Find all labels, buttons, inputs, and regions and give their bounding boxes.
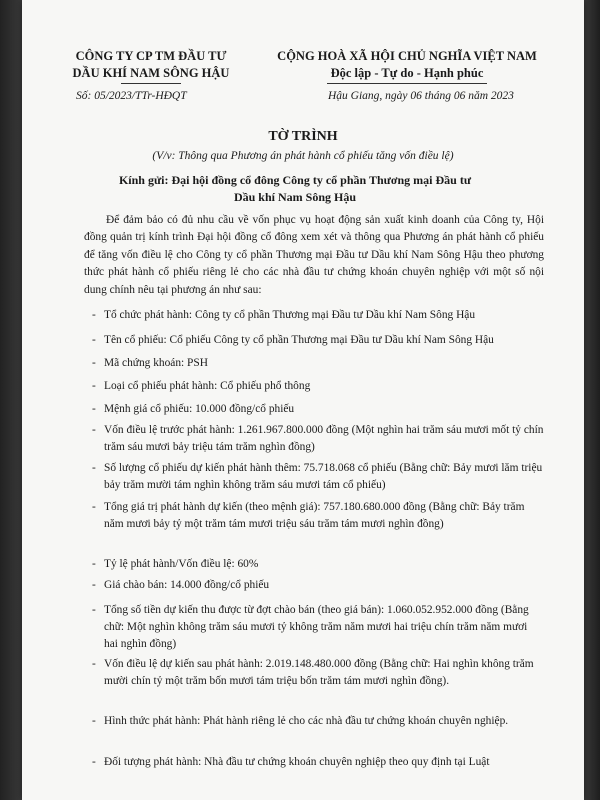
bullet-dash: - <box>92 309 96 321</box>
nation-motto: Độc lập - Tự do - Hạnh phúc <box>330 66 484 80</box>
addressee <box>60 172 530 206</box>
list-item-text: Đối tượng phát hành: Nhà đầu tư chứng khoán chuyên nghiệp theo quy định tại Luật <box>104 756 490 768</box>
list-item <box>92 713 544 730</box>
list-item <box>92 602 544 653</box>
bullet-dash: - <box>92 501 96 513</box>
bullet-dash: - <box>92 658 96 670</box>
addressee-line1: Kính gửi: Đại hội đồng cổ đông Công ty cổ phần Thương mại Đầu tư <box>118 173 472 187</box>
list-item <box>92 754 544 771</box>
list-item-text: Tỷ lệ phát hành/Vốn điều lệ: 60% <box>104 558 259 570</box>
list-item-text: Tổng giá trị phát hành dự kiến (theo mệnh giá): 757.180.680.000 đồng (Bằng chữ: Bảy trăm năm mươi bảy tỷ một trăm tám mươi triệu sáu trăm tám mươi nghìn đồng) <box>104 501 525 530</box>
list-item <box>92 422 544 456</box>
bullet-dash: - <box>92 558 96 570</box>
list-item <box>92 460 544 494</box>
background-edge-left <box>0 0 22 800</box>
list-item <box>92 401 544 418</box>
bullet-dash: - <box>92 604 96 616</box>
list-item-text: Giá chào bán: 14.000 đồng/cổ phiếu <box>104 579 270 591</box>
list-item <box>92 332 544 349</box>
company-name-line1: CÔNG TY CP TM ĐẦU TƯ <box>75 49 227 63</box>
list-item-text: Tên cổ phiếu: Cổ phiếu Công ty cổ phần Thương mại Đầu tư Dầu khí Nam Sông Hậu <box>104 334 494 346</box>
list-item-text: Vốn điều lệ dự kiến sau phát hành: 2.019.148.480.000 đồng (Bằng chữ: Hai nghìn không trăm mười chín tỷ một trăm bốn mươi tám triệu bốn trăm tám mươi nghìn đồng). <box>104 658 534 687</box>
national-header <box>262 48 552 84</box>
motto-underline <box>327 83 487 84</box>
list-item-text: Mệnh giá cổ phiếu: 10.000 đồng/cổ phiếu <box>104 403 295 415</box>
list-item-text: Vốn điều lệ trước phát hành: 1.261.967.800.000 đồng (Một nghìn hai trăm sáu mươi mốt tỷ chín trăm sáu mươi bảy triệu tám trăm nghìn đồng) <box>104 424 544 453</box>
bullet-dash: - <box>92 403 96 415</box>
list-item <box>92 556 544 573</box>
place-date: Hậu Giang, ngày 06 tháng 06 năm 2023 <box>328 90 514 102</box>
list-item-text: Số lượng cổ phiếu dự kiến phát hành thêm: 75.718.068 cổ phiếu (Bằng chữ: Bảy mươi lăm triệu bảy trăm mười tám nghìn không trăm sáu mươi tám cổ phiếu) <box>104 462 543 491</box>
nation-name: CỘNG HOÀ XÃ HỘI CHỦ NGHĨA VIỆT NAM <box>277 49 537 63</box>
list-item <box>92 499 544 533</box>
bullet-dash: - <box>92 579 96 591</box>
document-page <box>22 0 584 800</box>
bullet-dash: - <box>92 715 96 727</box>
list-item-text: Loại cổ phiếu phát hành: Cổ phiếu phổ thông <box>104 380 311 392</box>
document-subject: (V/v: Thông qua Phương án phát hành cổ phiếu tăng vốn điều lệ) <box>152 150 454 162</box>
list-item-text: Hình thức phát hành: Phát hành riêng lẻ cho các nhà đầu tư chứng khoán chuyên nghiệp. <box>104 715 509 727</box>
list-item <box>92 656 544 690</box>
company-underline <box>121 83 181 84</box>
bullet-dash: - <box>92 334 96 346</box>
company-header <box>62 48 240 84</box>
bullet-dash: - <box>92 462 96 474</box>
list-item-text: Tổ chức phát hành: Công ty cổ phần Thương mại Đầu tư Dầu khí Nam Sông Hậu <box>104 309 476 321</box>
bullet-dash: - <box>92 357 96 369</box>
background-edge-right <box>584 0 600 800</box>
list-item <box>92 577 544 594</box>
list-item <box>92 307 544 324</box>
document-title: TỜ TRÌNH <box>268 129 338 144</box>
bullet-dash: - <box>92 424 96 436</box>
addressee-line2: Dầu khí Nam Sông Hậu <box>233 190 357 204</box>
bullet-dash: - <box>92 756 96 768</box>
company-name-line2: DẦU KHÍ NAM SÔNG HẬU <box>72 66 230 80</box>
list-item <box>92 378 544 395</box>
list-item-text: Mã chứng khoán: PSH <box>104 357 208 369</box>
list-item <box>92 355 544 372</box>
intro-paragraph: Để đảm bảo có đủ nhu cầu về vốn phục vụ hoạt động sản xuất kinh doanh của Công ty, Hội đồng quản trị kính trình Đại hội đồng cổ đông xem xét và thông qua Phương án phát hành cổ phiếu để tăng vốn điều lệ cho Công ty cổ phần Thương mại Đầu tư Dầu khí Nam Sông Hậu theo phương thức phát hành cổ phiếu riêng lẻ cho các nhà đầu tư chứng khoán chuyên nghiệp với một số nội dung chính nêu tại phương án như sau: <box>84 214 544 296</box>
bullet-dash: - <box>92 380 96 392</box>
list-item-text: Tổng số tiền dự kiến thu được từ đợt chào bán (theo giá bán): 1.060.052.952.000 đồng (Bằng chữ: Một nghìn không trăm sáu mươi tỷ không trăm năm mươi hai triệu chín trăm năm mươi hai nghìn đồng) <box>104 604 529 650</box>
document-number: Số: 05/2023/TTr-HĐQT <box>76 90 187 102</box>
